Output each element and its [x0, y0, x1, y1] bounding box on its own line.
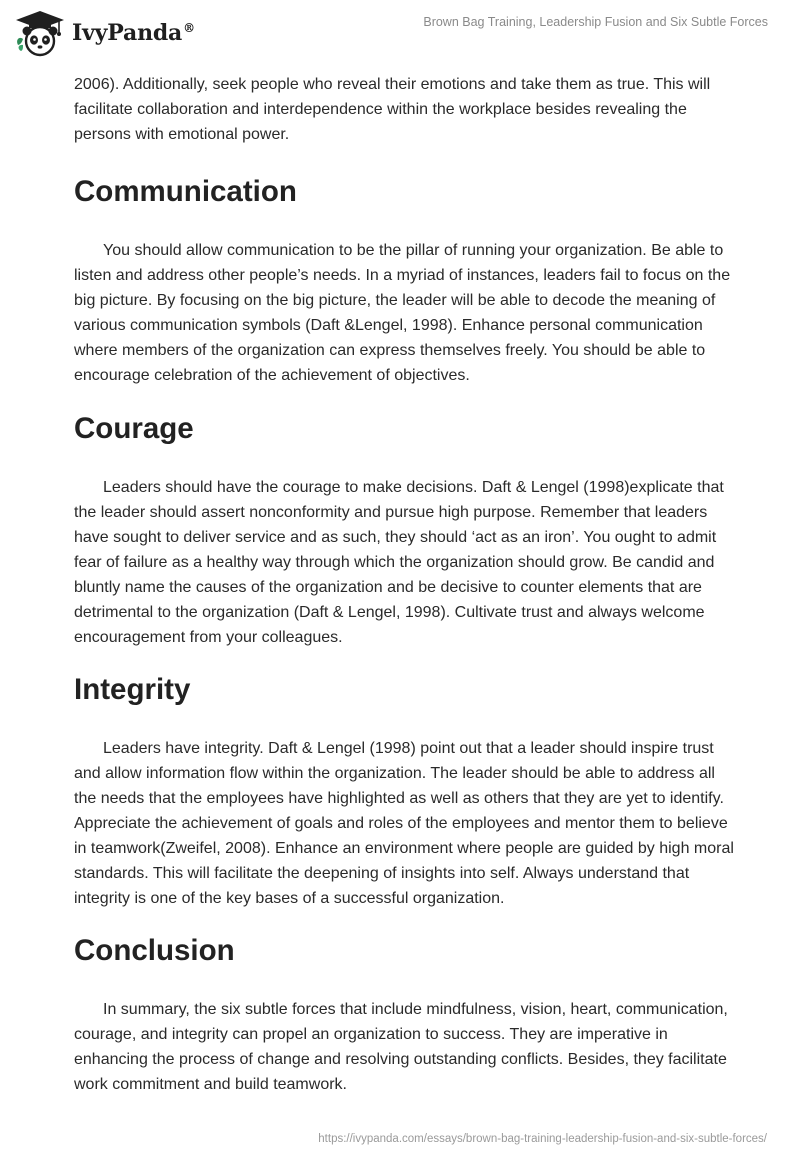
intro-paragraph: 2006). Additionally, seek people who reveal their emotions and take them as true. This will facilitate collaboration and interdependence within the workplace besides revealing the persons with emotional power.	[74, 76, 711, 143]
essay-content	[74, 72, 734, 1097]
heading-conclusion: Conclusion	[74, 934, 235, 967]
heading-communication: Communication	[74, 175, 297, 208]
source-url-link[interactable]: https://ivypanda.com/essays/brown-bag-training-leadership-fusion-and-six-subtle-forces/	[318, 1133, 767, 1145]
page-header	[0, 0, 800, 64]
paragraph-courage: Leaders should have the courage to make decisions. Daft & Lengel (1998)explicate that the leader should assert nonconformity and pursue high purpose. Remember that leaders have sought to deliver service and as such, they should ‘act as an iron’. You ought to admit fear of failure as a healthy way through which the organization should grow. Be candid and bluntly name the causes of the organization and be decisive to counter elements that are detrimental to the organization (Daft & Lengel, 1998). Cultivate trust and always welcome encouragement from your colleagues.	[74, 479, 724, 646]
paragraph-conclusion: In summary, the six subtle forces that include mindfulness, vision, heart, communication, courage, and integrity can propel an organization to success. They are imperative in enhancing the process of change and resolving outstanding conflicts. Besides, they facilitate work commitment and build teamwork.	[74, 1001, 728, 1093]
logo-wordmark: IvyPanda®	[72, 20, 195, 46]
document-title: Brown Bag Training, Leadership Fusion and Six Subtle Forces	[423, 15, 768, 29]
heading-integrity: Integrity	[74, 673, 191, 706]
heading-courage: Courage	[74, 412, 194, 445]
paragraph-communication: You should allow communication to be the pillar of running your organization. Be able to listen and address other people’s needs. In a myriad of instances, leaders fail to focus on the big picture. By focusing on the big picture, the leader will be able to decode the meaning of various communication symbols (Daft &Lengel, 1998). Enhance personal communication where members of the organization can express themselves freely. You should be able to encourage celebration of the achievement of objectives.	[74, 242, 731, 384]
paragraph-integrity: Leaders have integrity. Daft & Lengel (1998) point out that a leader should inspire trust and allow information flow within the organization. The leader should be able to address all the needs that the employees have highlighted as well as others that they are yet to identify. Appreciate the achievement of goals and roles of the employees and mentor them to believe in teamwork(Zweifel, 2008). Enhance an environment where people are guided by high moral standards. This will facilitate the deepening of insights into self. Always understand that integrity is one of the key bases of a successful organization.	[74, 740, 734, 907]
ivypanda-logo[interactable]	[14, 8, 195, 58]
panda-graduation-icon	[14, 9, 66, 57]
